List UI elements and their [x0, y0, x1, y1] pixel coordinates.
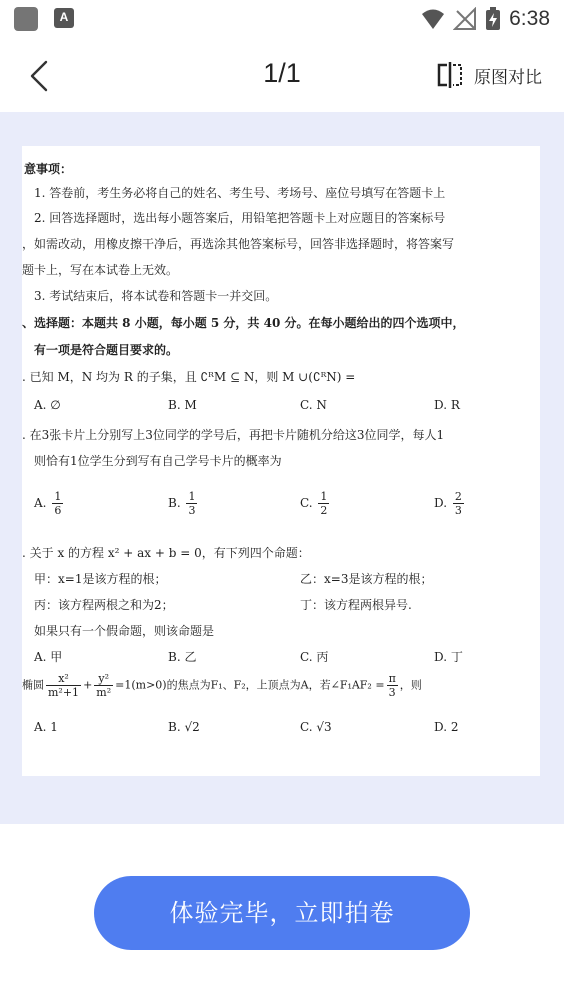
q3-proposition: 丙：该方程两根之和为2；	[34, 598, 174, 612]
q1-option: C. N	[300, 398, 327, 412]
status-bar	[0, 0, 564, 40]
scanned-exam-page	[22, 146, 540, 776]
q4-option: A. 1	[34, 720, 58, 734]
doc-line: 则恰有1位学生分到写有自己学号卡片的概率为	[34, 454, 282, 468]
clock-time: 6:38	[509, 7, 550, 30]
a-badge-icon: A	[54, 8, 74, 28]
doc-line: 有一项是符合题目要求的。	[34, 343, 179, 357]
q3-option: B. 乙	[168, 650, 197, 664]
compare-label: 原图对比	[474, 67, 542, 88]
q3-proposition: 乙：x=3是该方程的根；	[300, 572, 433, 586]
scan-preview-area	[0, 112, 564, 824]
wifi-icon	[421, 8, 445, 30]
doc-line: 3. 考试结束后，将本试卷和答题卡一并交回。	[34, 289, 278, 303]
q3-option: A. 甲	[34, 650, 63, 664]
doc-line: . 在3张卡片上分别写上3位同学的学号后，再把卡片随机分给这3位同学，每人1	[22, 428, 445, 442]
q4-option: D. 2	[434, 720, 459, 734]
q2-option: B. $\frac{1}{3}$	[168, 490, 196, 517]
split-compare-icon	[436, 61, 464, 89]
app-notification-icon	[14, 7, 38, 31]
doc-line: 意事项：	[24, 162, 73, 176]
q3-option: D. 丁	[434, 650, 463, 664]
doc-line: 如果只有一个假命题，则该命题是	[34, 624, 215, 638]
doc-line: 题卡上，写在本试卷上无效。	[22, 263, 179, 277]
doc-line: . 关于 x 的方程 x² + ax + b = 0，有下列四个命题：	[22, 546, 310, 560]
q1-option: D. R	[434, 398, 460, 412]
q3-proposition: 丁：该方程两根异号.	[300, 598, 412, 612]
q2-option: D. $\frac{2}{3}$	[434, 490, 462, 517]
q4-option: B. √2	[168, 720, 200, 734]
doc-line: ，如需改动，用橡皮擦干净后，再选涂其他答案标号，回答非选择题时，将答案写	[22, 237, 455, 251]
battery-charging-icon	[485, 7, 501, 31]
q3-option: C. 丙	[300, 650, 329, 664]
finish-and-scan-button[interactable]: 体验完毕，立即拍卷	[94, 876, 470, 950]
q2-option: C. $\frac{1}{2}$	[300, 490, 328, 517]
doc-line: 2. 回答选择题时，选出每小题答案后，用铅笔把答题卡上对应题目的答案标号	[34, 211, 446, 225]
doc-line: 1. 答卷前，考生务必将自己的姓名、考生号、考场号、座位号填写在答题卡上	[34, 186, 446, 200]
q1-option: A. ∅	[34, 398, 61, 412]
q4-stem: 椭圆 $\frac{\text{x²}}{\text{m²+1}}$ + $\frac{\text{y²}}{\text{m²}}$ =1(m>0)的焦点为F₁、F₂，上顶点为A，若∠F₁AF₂ = $\frac{\pi}{3}$ ，则	[22, 672, 422, 699]
top-bar	[0, 40, 564, 112]
page-indicator: 1/1	[263, 58, 301, 88]
doc-line: . 已知 M，N 均为 R 的子集，且 ∁ᴿM ⊆ N，则 M ∪(∁ᴿN) =	[22, 370, 356, 384]
bottom-action-sheet	[0, 824, 564, 1002]
doc-line: 、选择题：本题共 8 小题，每小题 5 分，共 40 分。在每小题给出的四个选项中，	[22, 316, 465, 330]
q2-option: A. $\frac{1}{6}$	[34, 490, 62, 517]
q4-option: C. √3	[300, 720, 332, 734]
q1-option: B. M	[168, 398, 197, 412]
no-signal-icon	[453, 7, 477, 31]
q3-proposition: 甲：x=1是该方程的根；	[34, 572, 167, 586]
compare-original-button[interactable]	[436, 60, 542, 90]
